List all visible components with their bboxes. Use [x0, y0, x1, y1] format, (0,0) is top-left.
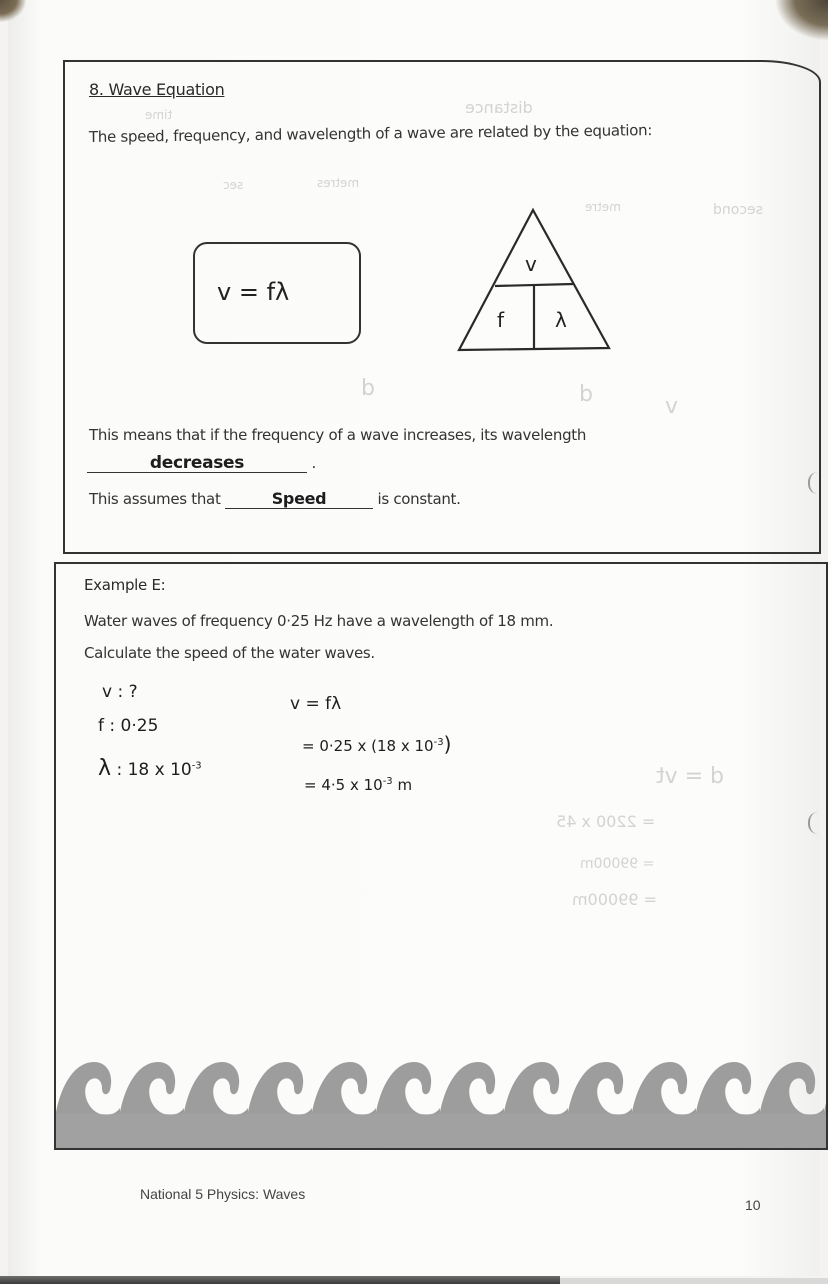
working-tail: ) [443, 732, 452, 756]
bleed-through-text: distance [465, 98, 533, 117]
given-label: v [102, 682, 113, 702]
working-text: v = fλ [290, 694, 342, 714]
formula-triangle [457, 206, 613, 356]
bleed-through-text: metre [585, 200, 621, 214]
working-text: = 0·25 x (18 x 10 [302, 737, 434, 755]
working-text: = 4·5 x 10 [304, 776, 383, 794]
binder-ring-icon [808, 812, 820, 834]
explanation-sentence: This means that if the frequency of a wave increases, its wavelength [89, 426, 587, 444]
equation-text: v = fλ [217, 278, 290, 306]
assumption-sentence [89, 490, 461, 509]
answer-decreases: decreases [149, 453, 245, 473]
working-exponent: -3 [433, 737, 444, 748]
given-lambda [98, 756, 202, 781]
bleed-through-text: d [361, 376, 375, 401]
working-unit: m [392, 776, 413, 794]
given-v [102, 682, 138, 702]
answer-row-1 [87, 454, 316, 473]
bleed-through-text: d = vt [656, 764, 725, 789]
section-title: 8. Wave Equation [89, 80, 225, 99]
answer-suffix: . [311, 454, 316, 472]
given-label: λ [98, 756, 112, 781]
example-section [54, 562, 828, 1150]
footer-course-title: National 5 Physics: Waves [140, 1186, 306, 1202]
bleed-through-text: = 99000m [572, 890, 657, 909]
example-question-line-1: Water waves of frequency 0·25 Hz have a wavelength of 18 mm. [84, 612, 554, 630]
assumption-suffix: is constant. [377, 490, 461, 508]
page-corner-shadow [776, 0, 828, 40]
given-exponent: -3 [191, 760, 202, 772]
bleed-through-text: second [713, 202, 763, 218]
answer-blank-1[interactable] [87, 454, 307, 473]
given-f [98, 716, 158, 736]
answer-speed: Speed [271, 489, 327, 508]
given-label: f [98, 716, 104, 736]
working-line-3 [304, 776, 412, 794]
equation-box [193, 242, 361, 344]
bleed-through-text: d [579, 382, 593, 407]
triangle-label-f: f [497, 308, 505, 332]
bleed-through-text: = 99000m [580, 856, 655, 872]
assumption-prefix: This assumes that [89, 490, 221, 508]
answer-blank-2[interactable] [225, 490, 373, 509]
binder-ring-icon [808, 472, 820, 494]
example-title: Example E: [84, 576, 166, 594]
section-intro: The speed, frequency, and wavelength of a wave are related by the equation: [88, 121, 653, 146]
wave-equation-section [63, 60, 821, 554]
given-value: : 18 x 10 [116, 760, 192, 780]
triangle-label-lambda: λ [555, 308, 567, 332]
working-exponent: -3 [382, 776, 393, 787]
given-value: : 0·25 [109, 716, 159, 736]
worksheet-page [8, 0, 820, 1276]
page-corner-shadow [0, 0, 26, 22]
bleed-through-text: v [665, 394, 679, 419]
triangle-icon [457, 206, 613, 356]
bleed-through-text: = 2200 x 45 [556, 812, 656, 831]
working-line-1 [290, 694, 341, 714]
decorative-waves-icon [56, 1042, 826, 1148]
example-question-line-2: Calculate the speed of the water waves. [84, 644, 375, 662]
footer-page-number: 10 [745, 1197, 761, 1213]
page-bottom-edge [0, 1276, 560, 1284]
given-value: : ? [117, 682, 138, 702]
bleed-through-text: time [145, 108, 173, 122]
bleed-through-text: sec [223, 178, 244, 192]
working-line-2 [302, 732, 451, 756]
page-bottom-edge [560, 1278, 828, 1284]
bleed-through-text: metres [317, 176, 360, 190]
triangle-label-v: v [525, 252, 537, 276]
